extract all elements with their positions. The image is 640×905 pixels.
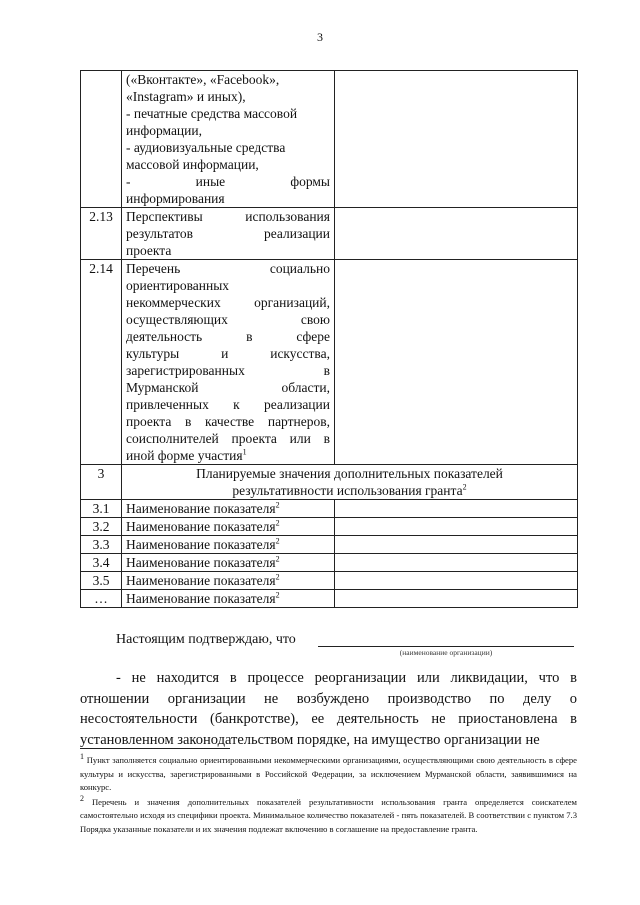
table-row-indicator — [81, 518, 578, 536]
word: - — [126, 174, 131, 189]
row-number: 2.14 — [81, 260, 122, 465]
row-label — [122, 260, 335, 465]
footnote-mark: 2 — [80, 793, 84, 803]
organization-name-blank — [318, 646, 574, 647]
row-number: 3.5 — [81, 572, 122, 590]
indicator-label: Наименование показателя — [126, 519, 276, 534]
table-row-continuation — [81, 71, 578, 208]
table-row-indicator — [81, 500, 578, 518]
row-label — [122, 572, 335, 590]
cell-line: информирования — [126, 191, 225, 206]
table-row-indicator — [81, 590, 578, 608]
footnote-mark: 2 — [275, 518, 280, 528]
cell-line: ориентированных — [126, 278, 230, 293]
cell-line: проекта — [126, 243, 172, 258]
value-cell — [335, 590, 578, 608]
word: формы — [290, 174, 330, 189]
confirmation-text: Настоящим подтверждаю, что — [116, 632, 296, 647]
continuation-cell — [122, 71, 335, 208]
row-label — [122, 536, 335, 554]
cell-line: осуществляющих свою — [126, 312, 330, 327]
indicator-label: Наименование показателя — [126, 573, 276, 588]
table-row-2-13 — [81, 208, 578, 260]
value-cell — [335, 518, 578, 536]
cell-line: - печатные средства массовой — [126, 106, 298, 121]
value-cell — [335, 208, 578, 260]
table-row-indicator — [81, 536, 578, 554]
row-label — [122, 208, 335, 260]
indicator-label: Наименование показателя — [126, 591, 276, 606]
cell-line: Перспективы использования — [126, 209, 330, 224]
table-row-section-3 — [81, 465, 578, 500]
application-form-table — [80, 70, 578, 608]
table-row-indicator — [81, 554, 578, 572]
cell-line: некоммерческих организаций, — [126, 295, 330, 310]
row-number: 3.1 — [81, 500, 122, 518]
row-number: 3.3 — [81, 536, 122, 554]
cell-line-spread — [126, 173, 330, 190]
cell-line: привлеченных к реализации — [126, 397, 330, 412]
footnote-mark: 1 — [242, 447, 247, 457]
footnote-text: Перечень и значения дополнительных показателей результативности использования гранта определяется соискателем самостоятельно исходя из специфики проекта. Минимальное количество показателей - пять показателей. В соответствии с пунктом 7.3 Порядка указанные показатели и их значения подлежат включению в соглашение на предоставление гранта. — [80, 796, 577, 834]
row-number: … — [81, 590, 122, 608]
cell-line: деятельность в сфере — [126, 329, 330, 344]
page-number: 3 — [317, 30, 323, 44]
cell-line: Мурманской области, — [126, 380, 330, 395]
cell-line — [126, 447, 330, 464]
section-heading-line — [126, 482, 573, 499]
section-heading-text: результативности использования гранта — [232, 483, 463, 498]
cell-line: - аудиовизуальные средства — [126, 140, 286, 155]
indicator-label: Наименование показателя — [126, 501, 276, 516]
cell-line: соисполнителей проекта или в — [126, 431, 330, 446]
footnote-divider — [80, 748, 230, 749]
footnote-text: Пункт заполняется социально ориентированными некоммерческими организациями, осуществляющими свою деятельность в сфере культуры и искусства, зарегистрированными в Российской Федерации, за исключением Мурманской области, заявившимися на конкурс. — [80, 755, 577, 792]
cell-line: массовой информации, — [126, 157, 259, 172]
cell-line: проекта в качестве партнеров, — [126, 414, 330, 429]
cell-line: информации, — [126, 123, 202, 138]
row-number: 3 — [81, 465, 122, 500]
section-heading — [122, 465, 578, 500]
footnotes — [80, 754, 577, 837]
confirmation-paragraph: - не находится в процессе реорганизации или ликвидации, что в отношении организации не возбуждено производство по делу о несостоятельности (банкротстве), ее деятельность не приостановлена в установленном законодательством порядке, на имущество организации не — [80, 670, 577, 748]
footnote-mark: 2 — [275, 590, 280, 600]
value-cell — [335, 260, 578, 465]
indicator-label: Наименование показателя — [126, 537, 276, 552]
row-number: 3.4 — [81, 554, 122, 572]
row-label — [122, 500, 335, 518]
cell-line: («Вконтакте», «Facebook», — [126, 72, 280, 87]
section-heading-line: Планируемые значения дополнительных показателей — [196, 466, 503, 481]
cell-line: «Instagram» и иных), — [126, 89, 246, 104]
row-number: 2.13 — [81, 208, 122, 260]
value-cell — [335, 554, 578, 572]
cell-line-text: иной форме участия — [126, 448, 243, 463]
table-row-2-14 — [81, 260, 578, 465]
number-cell — [81, 71, 122, 208]
value-cell — [335, 536, 578, 554]
footnote — [80, 793, 577, 837]
footnote-mark: 2 — [275, 572, 280, 582]
value-cell — [335, 500, 578, 518]
row-number: 3.2 — [81, 518, 122, 536]
footnote-mark: 2 — [275, 554, 280, 564]
row-label — [122, 554, 335, 572]
cell-line: Перечень социально — [126, 261, 330, 276]
row-label — [122, 590, 335, 608]
footnote-mark: 2 — [462, 482, 467, 492]
cell-line: результатов реализации — [126, 226, 330, 241]
footnote-mark: 2 — [275, 500, 280, 510]
footnote-mark: 2 — [275, 536, 280, 546]
organization-name-caption: (наименование организации) — [399, 648, 493, 657]
indicator-label: Наименование показателя — [126, 555, 276, 570]
cell-line: культуры и искусства, — [126, 346, 330, 361]
footnote — [80, 754, 577, 795]
cell-line: зарегистрированных в — [126, 363, 330, 378]
footnote-mark: 1 — [80, 752, 84, 762]
word: иные — [195, 174, 226, 189]
value-cell — [335, 71, 578, 208]
value-cell — [335, 572, 578, 590]
row-label — [122, 518, 335, 536]
table-row-indicator — [81, 572, 578, 590]
